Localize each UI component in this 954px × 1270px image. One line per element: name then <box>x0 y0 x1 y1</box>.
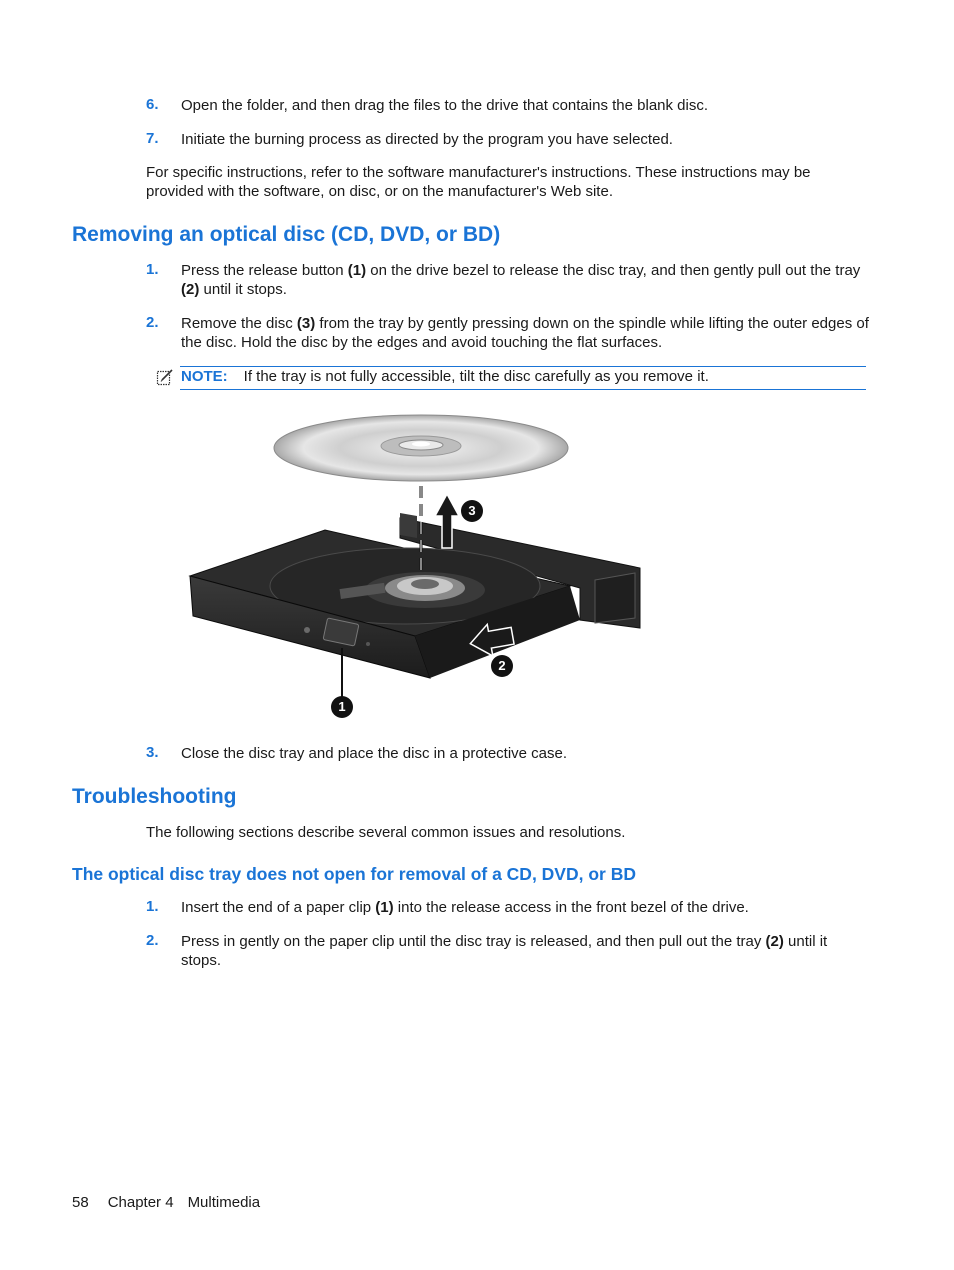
step-number: 1. <box>146 261 159 278</box>
step-text: Press the release button (1) on the drive bezel to release the disc tray, and then gently pull out the tray (2) until it stops. <box>181 262 861 298</box>
step-number: 6. <box>146 96 159 113</box>
optical-drive-illustration <box>185 408 655 727</box>
step-text: Remove the disc (3) from the tray by gently pressing down on the spindle while lifting the outer edges of the disc. Hold the disc by the edges and avoid touching the flat surfaces. <box>181 315 869 351</box>
callout-1: 1 <box>331 696 353 718</box>
step-number: 7. <box>146 130 159 147</box>
callout-2: 2 <box>491 655 513 677</box>
step-number: 2. <box>146 314 159 331</box>
step-number: 2. <box>146 932 159 949</box>
step-text: Initiate the burning process as directed by the program you have selected. <box>181 131 673 148</box>
note <box>181 367 867 386</box>
note-label: NOTE: <box>181 368 228 385</box>
callout-3: 3 <box>461 500 483 522</box>
footer <box>72 1193 260 1212</box>
section-heading-troubleshooting: Troubleshooting <box>72 785 237 808</box>
chapter-title: Multimedia <box>187 1194 261 1211</box>
step-text: Close the disc tray and place the disc in a protective case. <box>181 745 568 762</box>
step-text: Open the folder, and then drag the files to the drive that contains the blank disc. <box>181 97 709 114</box>
chapter-label: Chapter 4 <box>107 1194 174 1211</box>
note-icon <box>156 368 174 390</box>
note-text: If the tray is not fully accessible, tilt the disc carefully as you remove it. <box>243 368 709 385</box>
step-text: Insert the end of a paper clip (1) into the release access in the front bezel of the drive. <box>181 899 749 916</box>
section-heading-removing: Removing an optical disc (CD, DVD, or BD) <box>72 223 501 246</box>
section-intro: The following sections describe several common issues and resolutions. <box>146 824 626 841</box>
step-text: Press in gently on the paper clip until the disc tray is released, and then pull out the tray (2) until it stops. <box>181 933 828 969</box>
subsection-heading: The optical disc tray does not open for removal of a CD, DVD, or BD <box>72 864 636 884</box>
page-number: 58 <box>72 1194 89 1211</box>
intro-paragraph: For specific instructions, refer to the software manufacturer's instructions. These instructions may be provided with the software, on disc, or on the manufacturer's Web site. <box>146 164 811 200</box>
step-number: 1. <box>146 898 159 915</box>
step-number: 3. <box>146 744 159 761</box>
